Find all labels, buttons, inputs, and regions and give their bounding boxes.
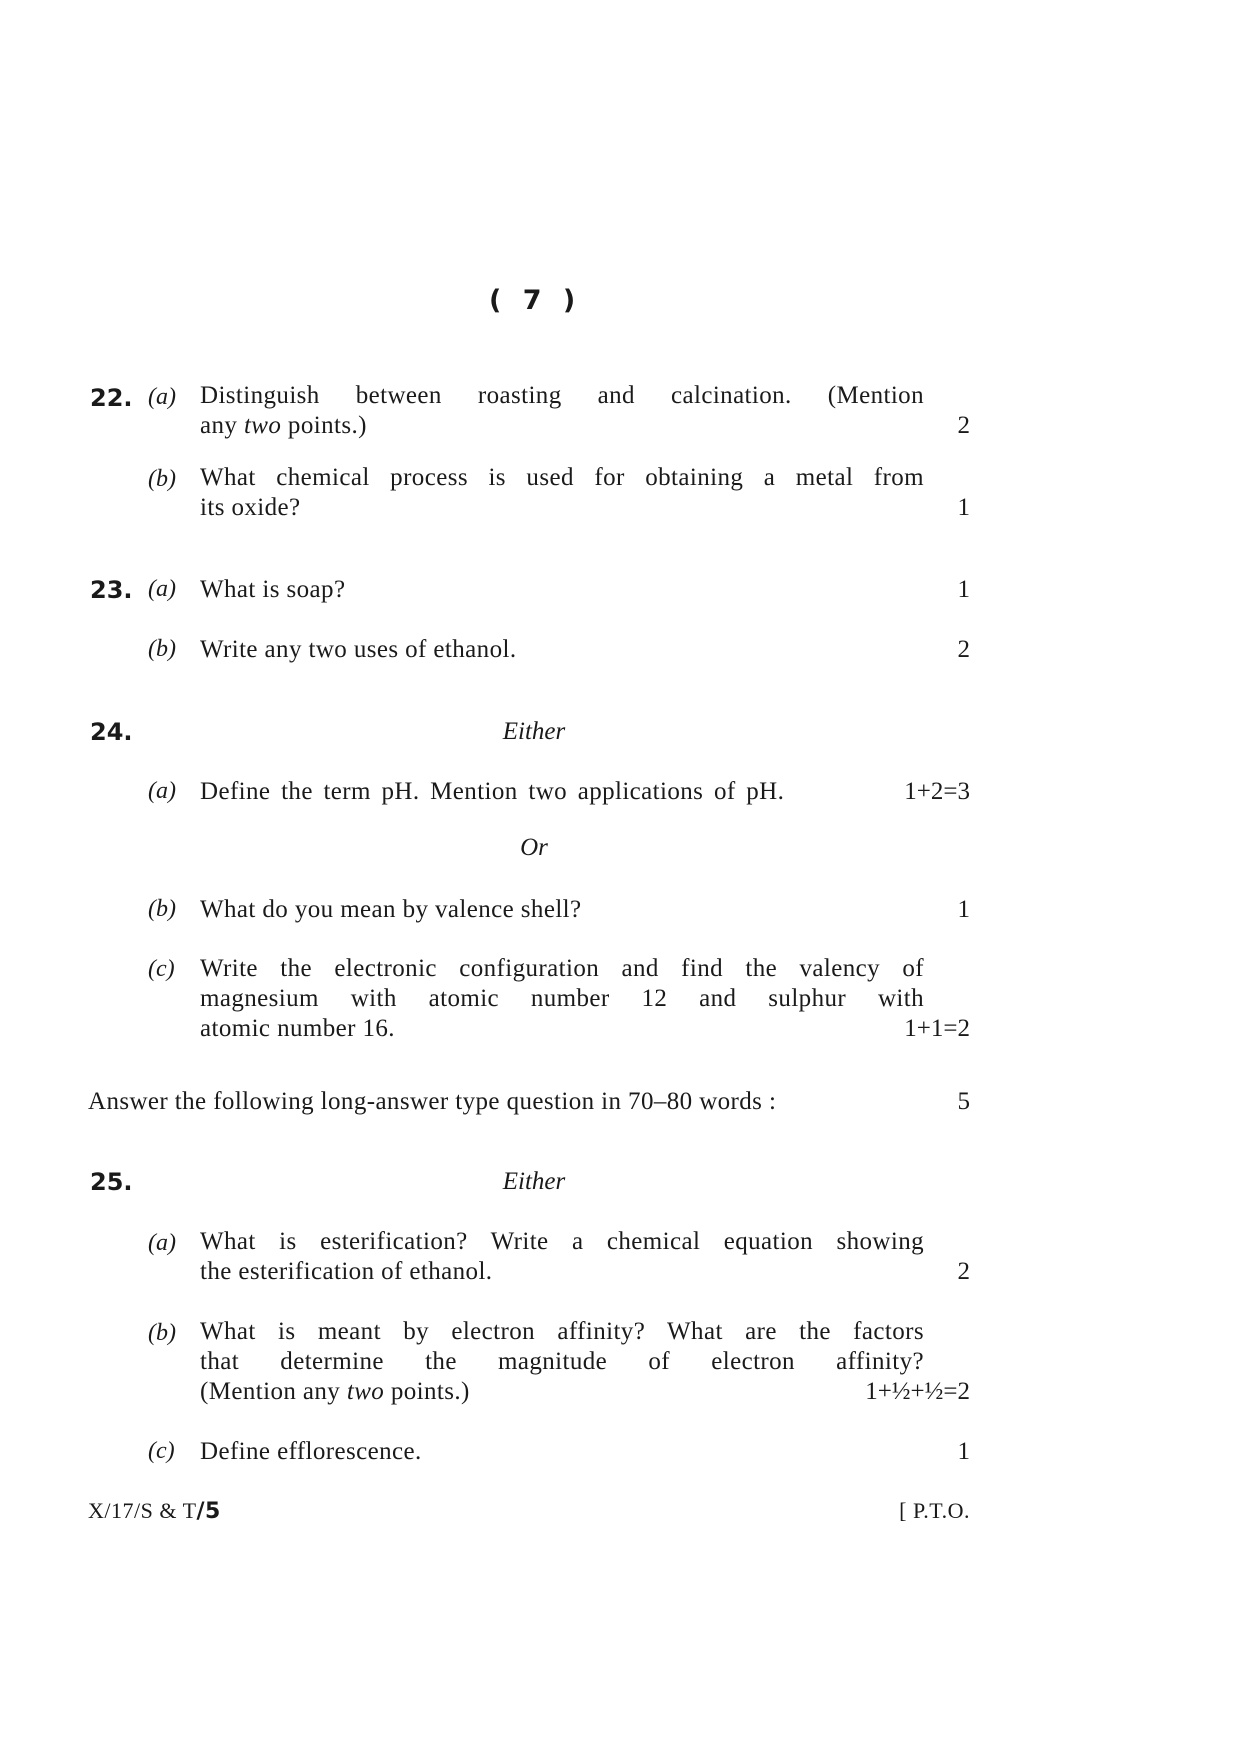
q24a-marks: 1+2=3	[904, 778, 970, 805]
q25c-marks: 1	[957, 1438, 970, 1465]
q24b-marks: 1	[957, 896, 970, 923]
question-number-24: 24.	[90, 718, 133, 746]
part-label-23a: (a)	[148, 576, 176, 602]
page-number: ( 7 )	[489, 285, 582, 316]
q23b-marks: 2	[957, 636, 970, 663]
question-number-23: 23.	[90, 576, 133, 604]
part-label-24a: (a)	[148, 778, 176, 804]
q22b-marks: 1	[957, 494, 970, 521]
q25b-line1: What is meant by electron affinity? What are the factors	[200, 1318, 924, 1345]
part-label-22a: (a)	[148, 384, 176, 410]
part-label-25c: (c)	[148, 1438, 175, 1464]
q24-or: Or	[520, 834, 548, 861]
q23a-marks: 1	[957, 576, 970, 603]
question-number-25: 25.	[90, 1168, 133, 1196]
q23a-text: What is soap?	[200, 576, 346, 603]
q24c-line1: Write the electronic configuration and find the valency of	[200, 955, 924, 982]
q25a-line2: the esterification of ethanol.	[200, 1258, 493, 1285]
q25a-line1: What is esterification? Write a chemical equation showing	[200, 1228, 924, 1255]
q23b-text: Write any two uses of ethanol.	[200, 636, 517, 663]
part-label-25b: (b)	[148, 1320, 176, 1346]
q24-either: Either	[502, 718, 566, 745]
q25b-line2: that determine the magnitude of electron affinity?	[200, 1348, 924, 1375]
section-marks: 5	[957, 1088, 970, 1115]
q24b-text: What do you mean by valence shell?	[200, 896, 582, 923]
part-label-25a: (a)	[148, 1230, 176, 1256]
q24c-marks: 1+1=2	[904, 1015, 970, 1042]
section-instruction: Answer the following long-answer type question in 70–80 words :	[88, 1088, 777, 1115]
paper-code: X/17/S & T/5	[88, 1498, 221, 1524]
question-number-22: 22.	[90, 384, 133, 412]
q24c-line2: magnesium with atomic number 12 and sulphur with	[200, 985, 924, 1012]
q22a-line2: any two points.)	[200, 412, 367, 439]
q22a-line1: Distinguish between roasting and calcination. (Mention	[200, 382, 924, 409]
q25b-line3: (Mention any two points.)	[200, 1378, 470, 1405]
q22a-marks: 2	[957, 412, 970, 439]
q25b-marks: 1+½+½=2	[865, 1378, 970, 1405]
q22b-line1: What chemical process is used for obtaining a metal from	[200, 464, 924, 491]
q22b-line2: its oxide?	[200, 494, 301, 521]
part-label-23b: (b)	[148, 636, 176, 662]
q24c-line3: atomic number 16.	[200, 1015, 395, 1042]
q25c-text: Define efflorescence.	[200, 1438, 422, 1465]
q25-either: Either	[502, 1168, 566, 1195]
q24a-text: Define the term pH. Mention two applications of pH.	[200, 778, 785, 805]
part-label-24c: (c)	[148, 956, 175, 982]
part-label-22b: (b)	[148, 466, 176, 492]
part-label-24b: (b)	[148, 896, 176, 922]
pto-label: [ P.T.O.	[899, 1498, 970, 1523]
q25a-marks: 2	[957, 1258, 970, 1285]
